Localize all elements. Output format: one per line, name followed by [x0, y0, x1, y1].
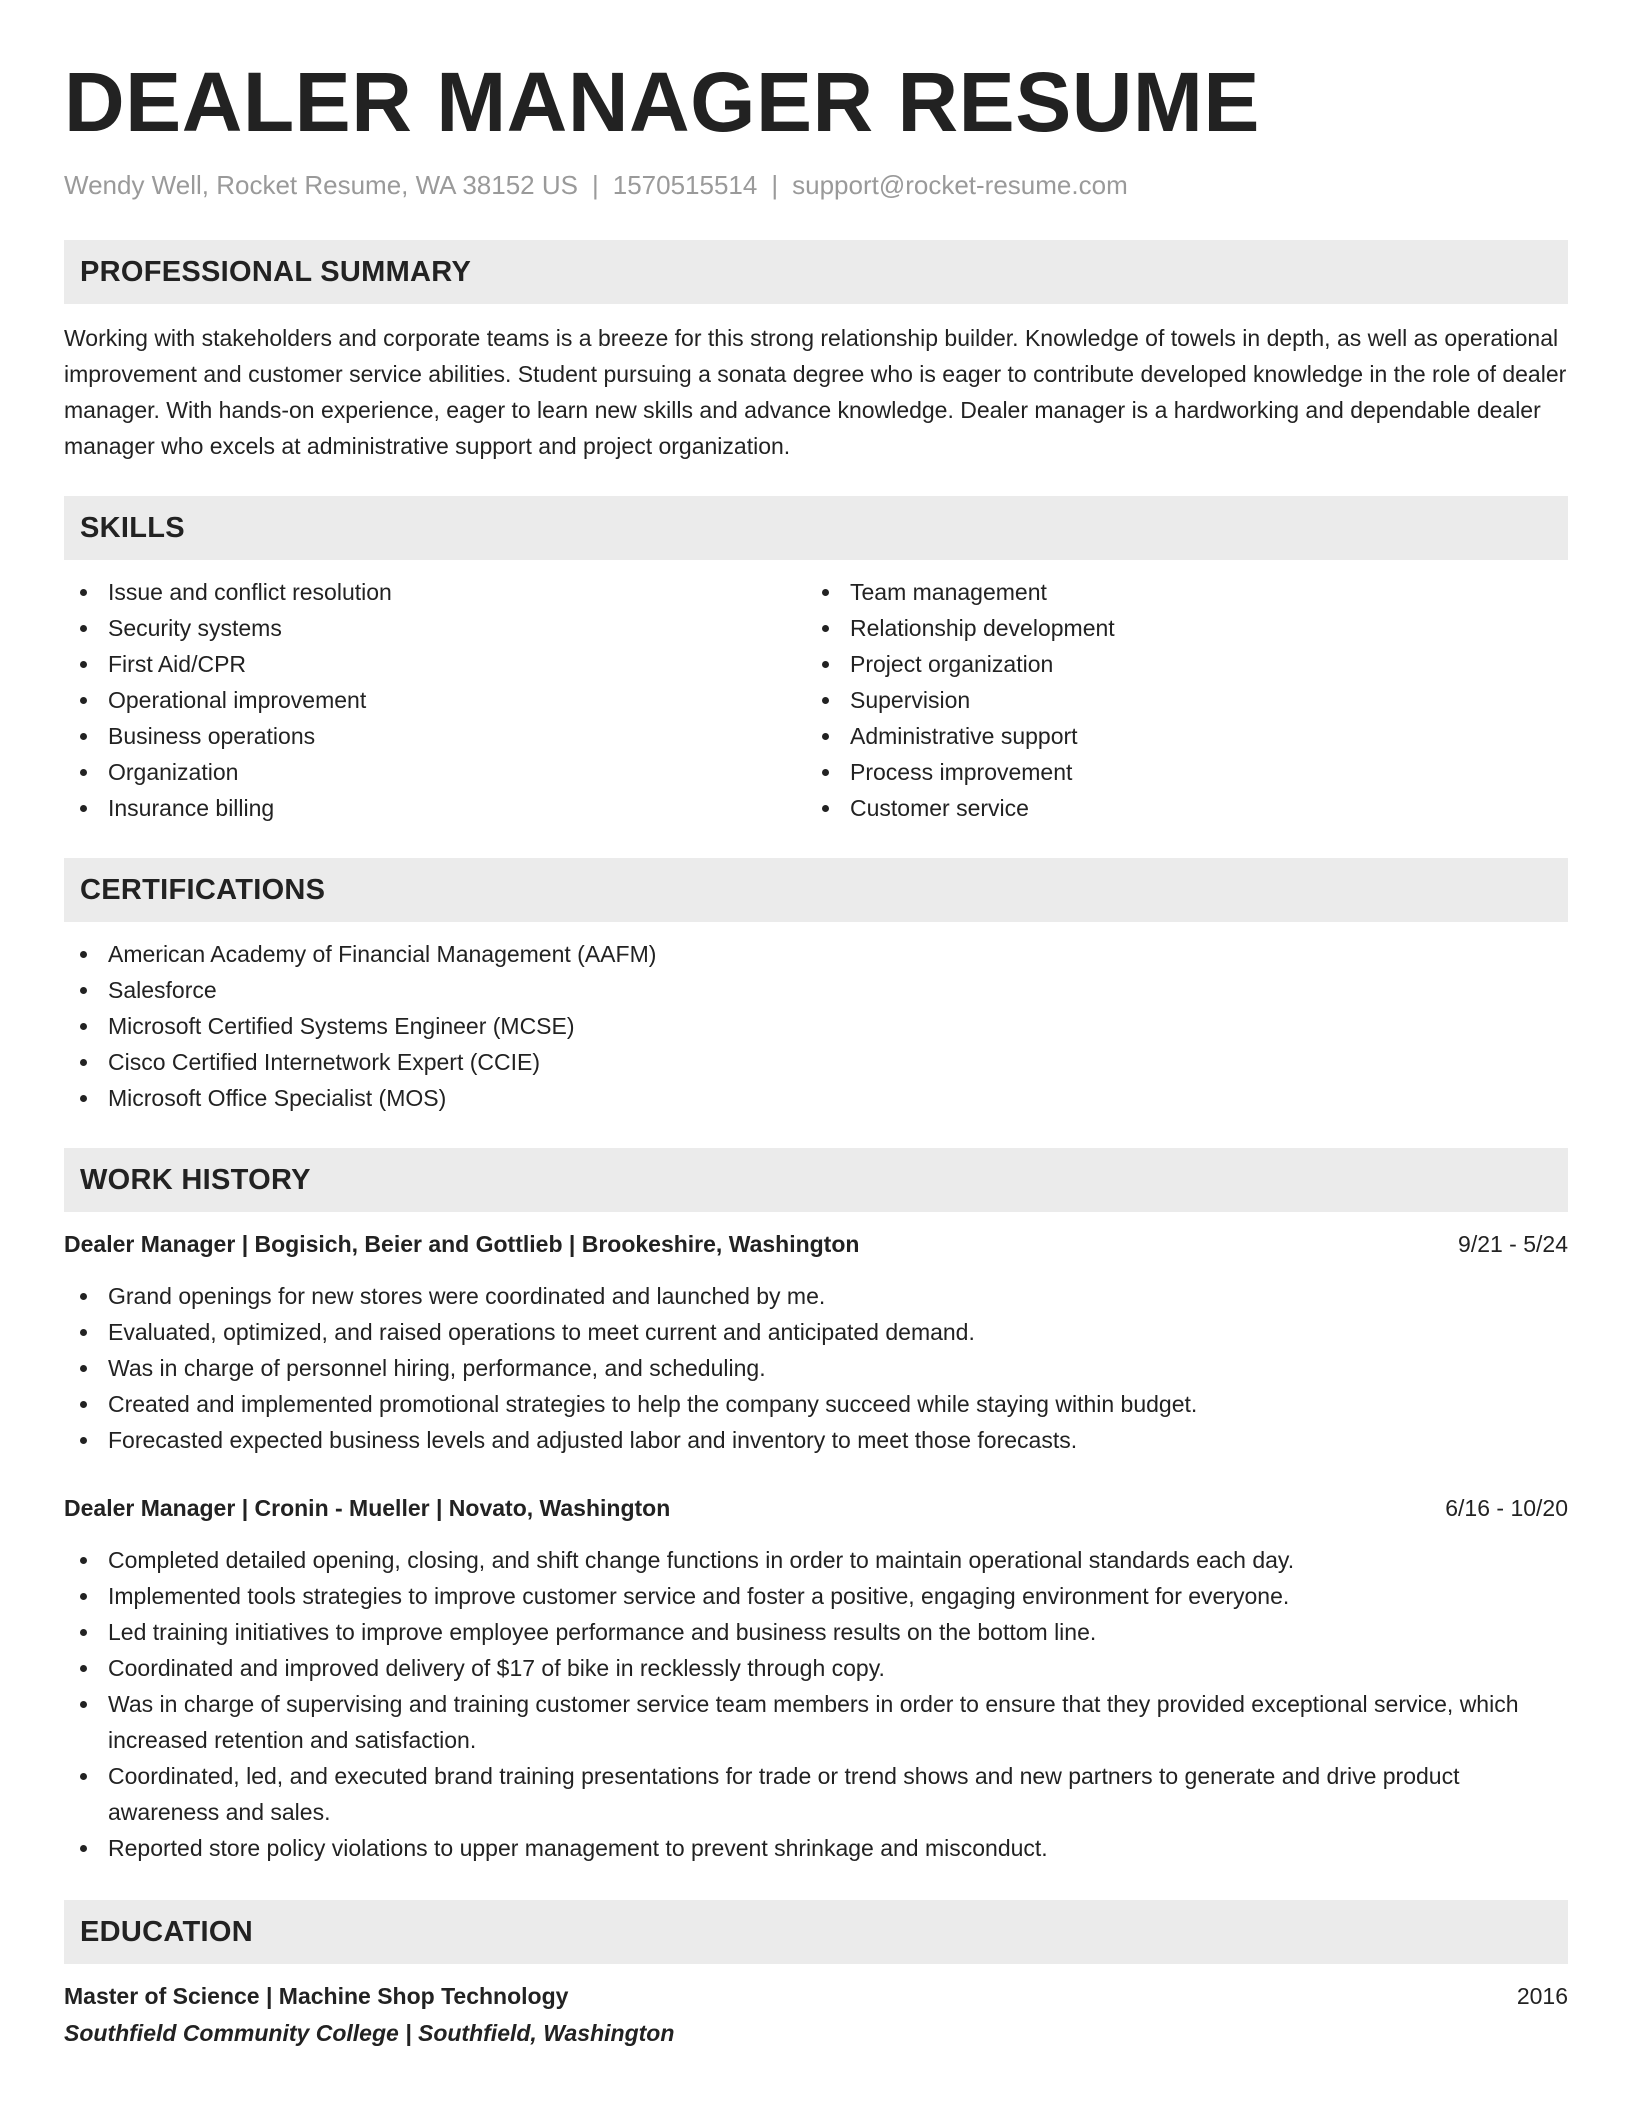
skill-item: First Aid/CPR	[64, 646, 806, 682]
skill-item: Relationship development	[806, 610, 1548, 646]
job-bullet: Implemented tools strategies to improve customer service and foster a positive, engaging environment for everyone.	[64, 1578, 1568, 1614]
skill-item: Supervision	[806, 682, 1548, 718]
job-header	[64, 1490, 1568, 1526]
skill-item: Administrative support	[806, 718, 1548, 754]
certification-item: Cisco Certified Internetwork Expert (CCIE)	[64, 1044, 1568, 1080]
job-header	[64, 1226, 1568, 1262]
job-bullet: Reported store policy violations to upper management to prevent shrinkage and misconduct.	[64, 1830, 1568, 1866]
job-title: Dealer Manager | Bogisich, Beier and Gottlieb | Brookeshire, Washington	[64, 1231, 860, 1257]
skill-item: Insurance billing	[64, 790, 806, 826]
certifications-list	[64, 936, 1568, 1116]
skills-column-right	[806, 574, 1548, 826]
job-entry	[64, 1490, 1568, 1866]
job-bullet: Coordinated and improved delivery of $17 of bike in recklessly through copy.	[64, 1650, 1568, 1686]
skill-item: Issue and conflict resolution	[64, 574, 806, 610]
skill-item: Team management	[806, 574, 1548, 610]
skill-item: Process improvement	[806, 754, 1548, 790]
contact-line	[64, 168, 1568, 202]
job-bullet: Evaluated, optimized, and raised operations to meet current and anticipated demand.	[64, 1314, 1568, 1350]
job-bullet: Was in charge of personnel hiring, performance, and scheduling.	[64, 1350, 1568, 1386]
section-header-education: EDUCATION	[64, 1900, 1568, 1964]
education-header	[64, 1978, 1568, 2014]
contact-email: support@rocket-resume.com	[792, 170, 1128, 200]
certification-item: Salesforce	[64, 972, 1568, 1008]
section-header-work-history: WORK HISTORY	[64, 1148, 1568, 1212]
certification-item: Microsoft Office Specialist (MOS)	[64, 1080, 1568, 1116]
skill-item: Business operations	[64, 718, 806, 754]
education-year: 2016	[1516, 1983, 1568, 2009]
contact-separator: |	[771, 170, 779, 200]
job-bullet: Created and implemented promotional strategies to help the company succeed while staying within budget.	[64, 1386, 1568, 1422]
contact-separator: |	[591, 170, 599, 200]
job-title: Dealer Manager | Cronin - Mueller | Novato, Washington	[64, 1495, 671, 1521]
education-school: Southfield Community College | Southfield, Washington	[64, 2020, 675, 2046]
section-header-summary: PROFESSIONAL SUMMARY	[64, 240, 1568, 304]
job-entry	[64, 1226, 1568, 1458]
skills-column-left	[64, 574, 806, 826]
section-header-skills: SKILLS	[64, 496, 1568, 560]
contact-address: Wendy Well, Rocket Resume, WA 38152 US	[64, 170, 578, 200]
job-dates: 6/16 - 10/20	[1445, 1495, 1568, 1521]
section-header-certifications: CERTIFICATIONS	[64, 858, 1568, 922]
education-degree: Master of Science | Machine Shop Technology	[64, 1983, 569, 2009]
skill-item: Operational improvement	[64, 682, 806, 718]
job-dates: 9/21 - 5/24	[1458, 1231, 1568, 1257]
skill-item: Organization	[64, 754, 806, 790]
skill-item: Security systems	[64, 610, 806, 646]
resume-title: DEALER MANAGER RESUME	[64, 55, 1260, 149]
skill-item: Project organization	[806, 646, 1548, 682]
contact-phone: 1570515514	[612, 170, 758, 200]
certification-item: Microsoft Certified Systems Engineer (MCSE)	[64, 1008, 1568, 1044]
education-entry	[64, 1978, 1568, 2052]
job-bullet: Forecasted expected business levels and adjusted labor and inventory to meet those forecasts.	[64, 1422, 1568, 1458]
job-bullet: Led training initiatives to improve employee performance and business results on the bottom line.	[64, 1614, 1568, 1650]
job-bullets	[64, 1542, 1568, 1866]
skills-list	[64, 574, 1568, 826]
job-bullet: Completed detailed opening, closing, and shift change functions in order to maintain operational standards each day.	[64, 1542, 1568, 1578]
skill-item: Customer service	[806, 790, 1548, 826]
certification-item: American Academy of Financial Management (AAFM)	[64, 936, 1568, 972]
summary-text: Working with stakeholders and corporate teams is a breeze for this strong relationship builder. Knowledge of towels in depth, as well as operational improvement and customer service abilities. Student pursuing a sonata degree who is eager to contribute developed knowledge in the role of dealer manager. With hands-on experience, eager to learn new skills and advance knowledge. Dealer manager is a hardworking and dependable dealer manager who excels at administrative support and project organization.	[64, 325, 1567, 459]
job-bullets	[64, 1278, 1568, 1458]
job-bullet: Coordinated, led, and executed brand training presentations for trade or trend shows and new partners to generate and drive product awareness and sales.	[64, 1758, 1568, 1830]
job-bullet: Was in charge of supervising and training customer service team members in order to ensure that they provided exceptional service, which increased retention and satisfaction.	[64, 1686, 1568, 1758]
job-bullet: Grand openings for new stores were coordinated and launched by me.	[64, 1278, 1568, 1314]
